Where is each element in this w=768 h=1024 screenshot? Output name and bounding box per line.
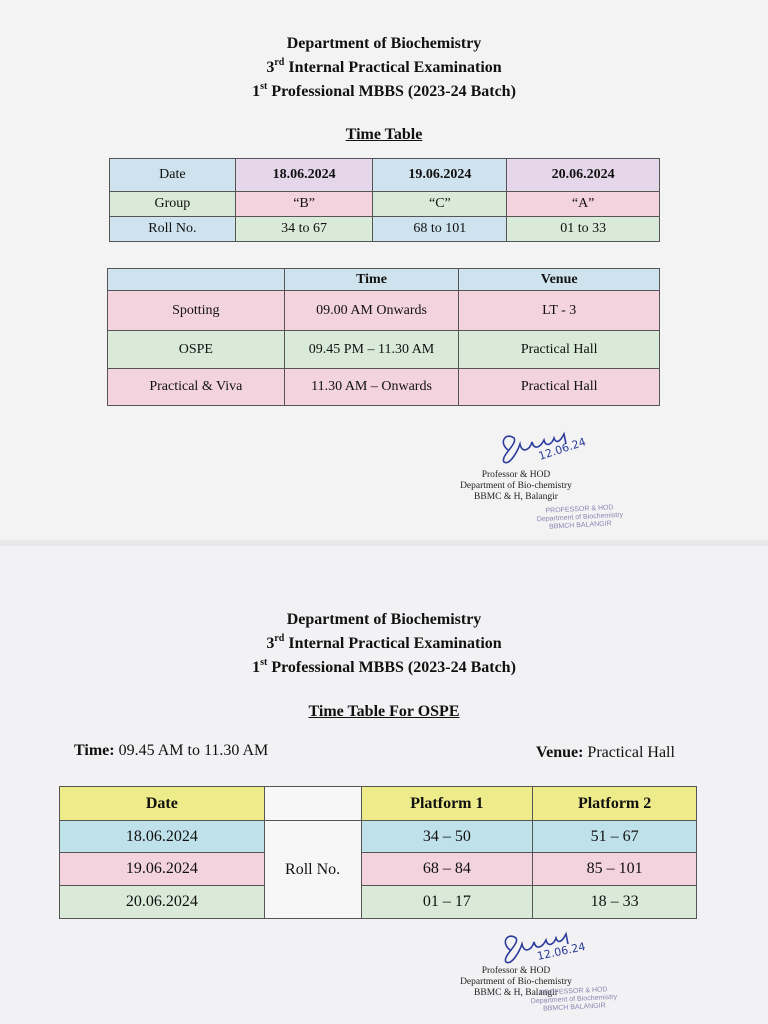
official-stamp: PROFESSOR & HOD Department of Biochemistry BBMCH BALANGIR: [530, 986, 618, 1013]
activity-row: [108, 291, 660, 331]
roll-row: [110, 217, 660, 242]
time-label: Time:: [74, 742, 115, 759]
roll-cell: 34 to 67: [235, 217, 373, 242]
signatory-title: Professor & HOD: [481, 966, 551, 976]
activity-time: 09.00 AM Onwards: [284, 291, 459, 331]
activity-name: Spotting: [108, 291, 285, 331]
ospe-date: 20.06.2024: [60, 886, 265, 919]
date-cell: 18.06.2024: [235, 159, 373, 192]
ospe-header-row: [60, 787, 697, 821]
official-stamp: PROFESSOR & HOD Department of Biochemistry BBMCH BALANGIR: [536, 504, 624, 531]
group-cell: “A”: [507, 192, 660, 217]
signatory-block: [436, 470, 596, 503]
roll-cell: 68 to 101: [373, 217, 507, 242]
platform-1-range: 34 – 50: [361, 821, 533, 853]
batch-title: 1st Professional MBBS (2023-24 Batch): [252, 656, 516, 676]
time-header: Time: [284, 269, 459, 291]
platform-1-range: 01 – 17: [361, 886, 533, 919]
venue-value: Practical Hall: [587, 744, 675, 761]
ospe-date: 18.06.2024: [60, 821, 265, 853]
platform-2-range: 51 – 67: [533, 821, 697, 853]
signatory-institution: BBMC & H, Balangir: [474, 492, 558, 502]
document-header: [0, 32, 768, 104]
signatory-institution: BBMC & H, Balangir: [474, 988, 558, 998]
timetable-title: Time Table: [345, 126, 423, 143]
timetable-sheet-2: [0, 546, 768, 1024]
row-label-date: Date: [110, 159, 236, 192]
venue-header: Venue: [459, 269, 660, 291]
activity-name: Practical & Viva: [108, 369, 285, 406]
platform-1-range: 68 – 84: [361, 853, 533, 886]
date-header: Date: [60, 787, 265, 821]
group-row: [110, 192, 660, 217]
activity-time: 11.30 AM – Onwards: [284, 369, 459, 406]
platform-2-range: 85 – 101: [533, 853, 697, 886]
schedule-table: [109, 158, 660, 242]
exam-venue: [536, 744, 675, 762]
activity-venue: Practical Hall: [459, 331, 660, 369]
activity-venue: LT - 3: [459, 291, 660, 331]
activity-time: 09.45 PM – 11.30 AM: [284, 331, 459, 369]
date-cell: 19.06.2024: [373, 159, 507, 192]
activity-row: [108, 369, 660, 406]
row-label-roll: Roll No.: [110, 217, 236, 242]
date-row: [110, 159, 660, 192]
group-cell: “C”: [373, 192, 507, 217]
ospe-date: 19.06.2024: [60, 853, 265, 886]
activity-header-row: [108, 269, 660, 291]
activity-venue: Practical Hall: [459, 369, 660, 406]
roll-cell: 01 to 33: [507, 217, 660, 242]
signature-date: 12.06.24: [536, 435, 588, 463]
signatory-department: Department of Bio-chemistry: [460, 481, 572, 491]
exam-title: 3rd Internal Practical Examination: [266, 56, 502, 76]
signatory-department: Department of Bio-chemistry: [460, 977, 572, 987]
blank-header-cell: [264, 787, 361, 821]
document-header: [0, 608, 768, 680]
row-label-group: Group: [110, 192, 236, 217]
department-title: Department of Biochemistry: [286, 611, 482, 628]
signature-mark: [490, 420, 600, 472]
department-title: Department of Biochemistry: [286, 35, 482, 52]
blank-header-cell: [108, 269, 285, 291]
signature-mark: [492, 924, 602, 970]
ospe-row: [60, 853, 697, 886]
exam-time: [74, 742, 268, 760]
ospe-timetable-title: Time Table For OSPE: [308, 703, 460, 720]
ospe-row: [60, 821, 697, 853]
group-cell: “B”: [235, 192, 373, 217]
batch-title: 1st Professional MBBS (2023-24 Batch): [252, 80, 516, 100]
platform-2-range: 18 – 33: [533, 886, 697, 919]
exam-title: 3rd Internal Practical Examination: [266, 632, 502, 652]
ospe-row: [60, 886, 697, 919]
time-value: 09.45 AM to 11.30 AM: [118, 742, 269, 759]
signature-date: 12.06.24: [535, 940, 587, 963]
venue-label: Venue:: [536, 744, 584, 761]
signatory-title: Professor & HOD: [481, 470, 551, 480]
platform-2-header: Platform 2: [533, 787, 697, 821]
activity-name: OSPE: [108, 331, 285, 369]
platform-1-header: Platform 1: [361, 787, 533, 821]
date-cell: 20.06.2024: [507, 159, 660, 192]
ospe-table: [59, 786, 697, 919]
roll-no-label: Roll No.: [264, 821, 361, 919]
activity-row: [108, 331, 660, 369]
activity-table: [107, 268, 660, 406]
